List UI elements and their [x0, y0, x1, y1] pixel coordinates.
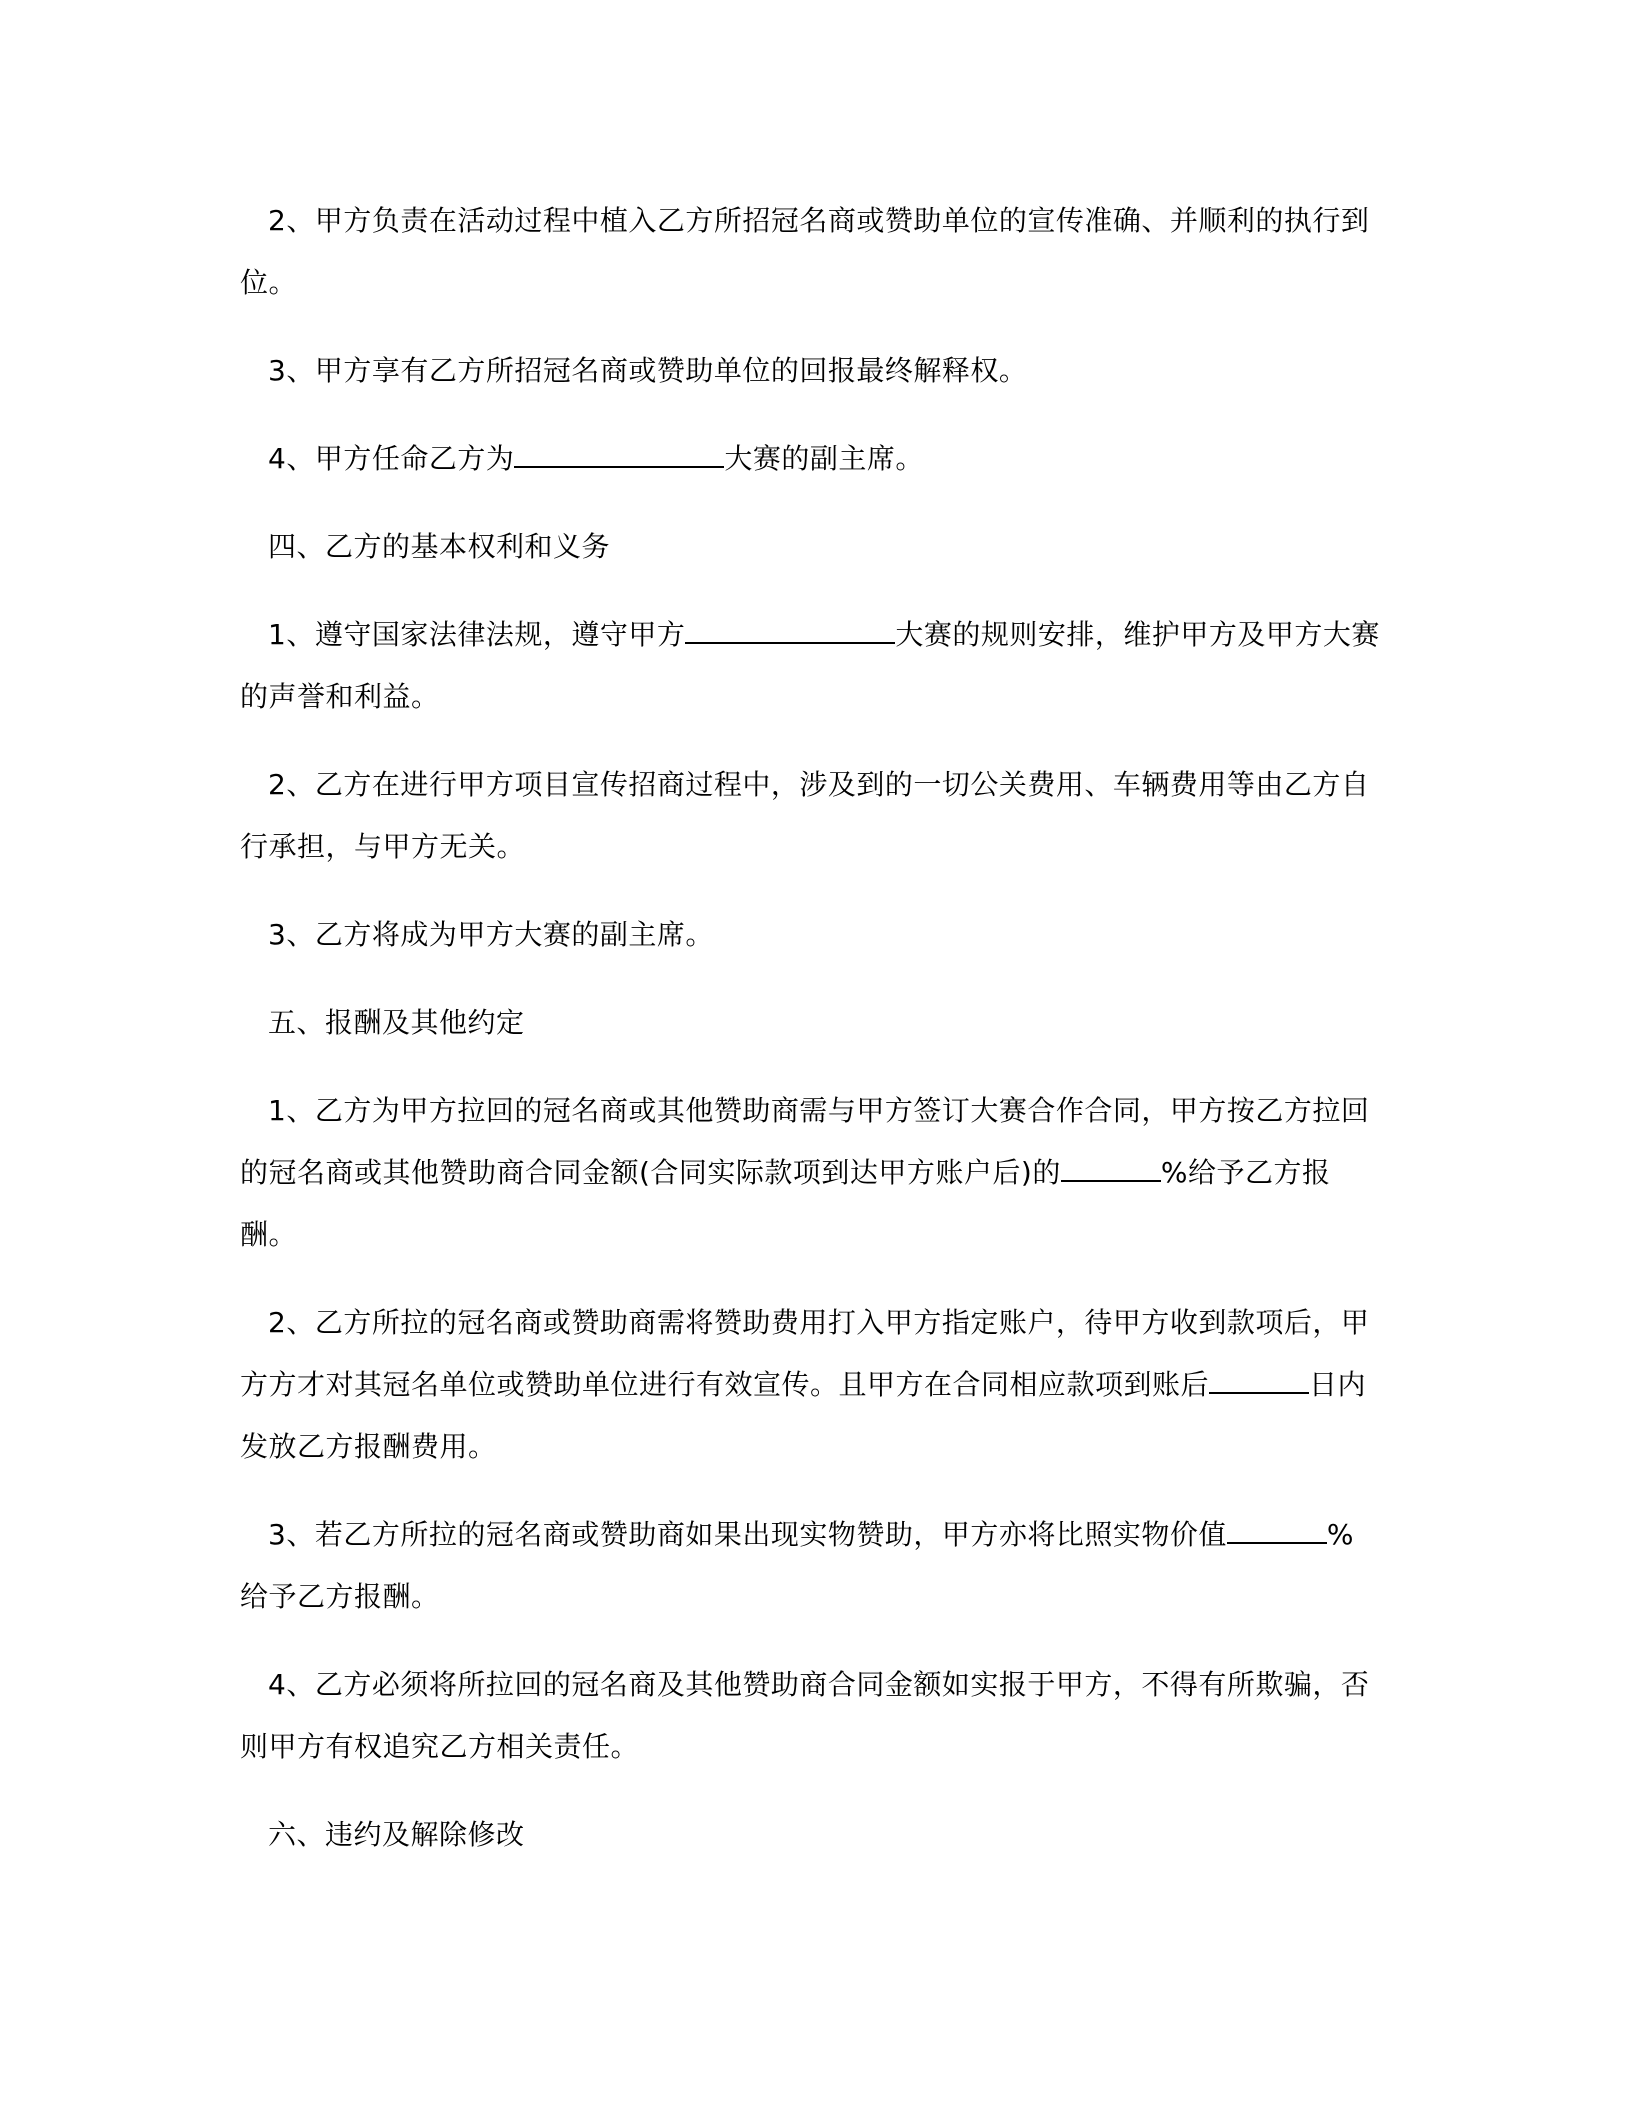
clause-5-3-text-before: 3、若乙方所拉的冠名商或赞助商如果出现实物赞助，甲方亦将比照实物价值: [268, 1518, 1227, 1551]
clause-4-3: 3、乙方将成为甲方大赛的副主席。: [268, 918, 714, 951]
clause-3-4-text-after: 大赛的副主席。: [724, 442, 924, 475]
section-4-heading: 四、乙方的基本权利和义务: [268, 530, 611, 563]
section-5-heading: 五、报酬及其他约定: [268, 1006, 525, 1039]
clause-3-4: [240, 428, 1380, 490]
clause-3-4-text-before: 4、甲方任命乙方为: [268, 442, 515, 475]
clause-5-3: [240, 1504, 1380, 1628]
clause-5-2-text-after: 日内发放乙方报酬费用。: [240, 1368, 1367, 1463]
fill-blank: [1227, 1514, 1327, 1544]
fill-blank: [685, 614, 895, 644]
fill-blank: [1061, 1152, 1161, 1182]
clause-3-2: 2、甲方负责在活动过程中植入乙方所招冠名商或赞助单位的宣传准确、并顺利的执行到位。: [240, 204, 1370, 299]
clause-3-3: 3、甲方享有乙方所招冠名商或赞助单位的回报最终解释权。: [268, 354, 1028, 387]
clause-4-1-text-after: 大赛的规则安排，维护甲方及甲方大赛的声誉和利益。: [240, 618, 1380, 713]
clause-5-2: [240, 1292, 1380, 1478]
document-page: [240, 190, 1380, 1892]
section-6-heading: 六、违约及解除修改: [268, 1818, 525, 1851]
fill-blank: [514, 438, 724, 468]
clause-4-1: [240, 604, 1380, 728]
clause-5-1-text-after: %给予乙方报酬。: [240, 1156, 1331, 1251]
clause-4-1-text-before: 1、遵守国家法律法规，遵守甲方: [268, 618, 686, 651]
clause-5-2-text-before: 2、乙方所拉的冠名商或赞助商需将赞助费用打入甲方指定账户，待甲方收到款项后，甲方方才对其冠名单位或赞助单位进行有效宣传。且甲方在合同相应款项到账后: [240, 1306, 1370, 1401]
clause-5-1-text-before: 1、乙方为甲方拉回的冠名商或其他赞助商需与甲方签订大赛合作合同，甲方按乙方拉回的冠名商或其他赞助商合同金额(合同实际款项到达甲方账户后)的: [240, 1094, 1370, 1189]
clause-5-1: [240, 1080, 1380, 1266]
clause-5-4: 4、乙方必须将所拉回的冠名商及其他赞助商合同金额如实报于甲方，不得有所欺骗，否则甲方有权追究乙方相关责任。: [240, 1668, 1370, 1763]
fill-blank: [1209, 1364, 1309, 1394]
clause-5-3-text-after: %给予乙方报酬。: [240, 1518, 1354, 1613]
clause-4-2: 2、乙方在进行甲方项目宣传招商过程中，涉及到的一切公关费用、车辆费用等由乙方自行承担，与甲方无关。: [240, 768, 1370, 863]
